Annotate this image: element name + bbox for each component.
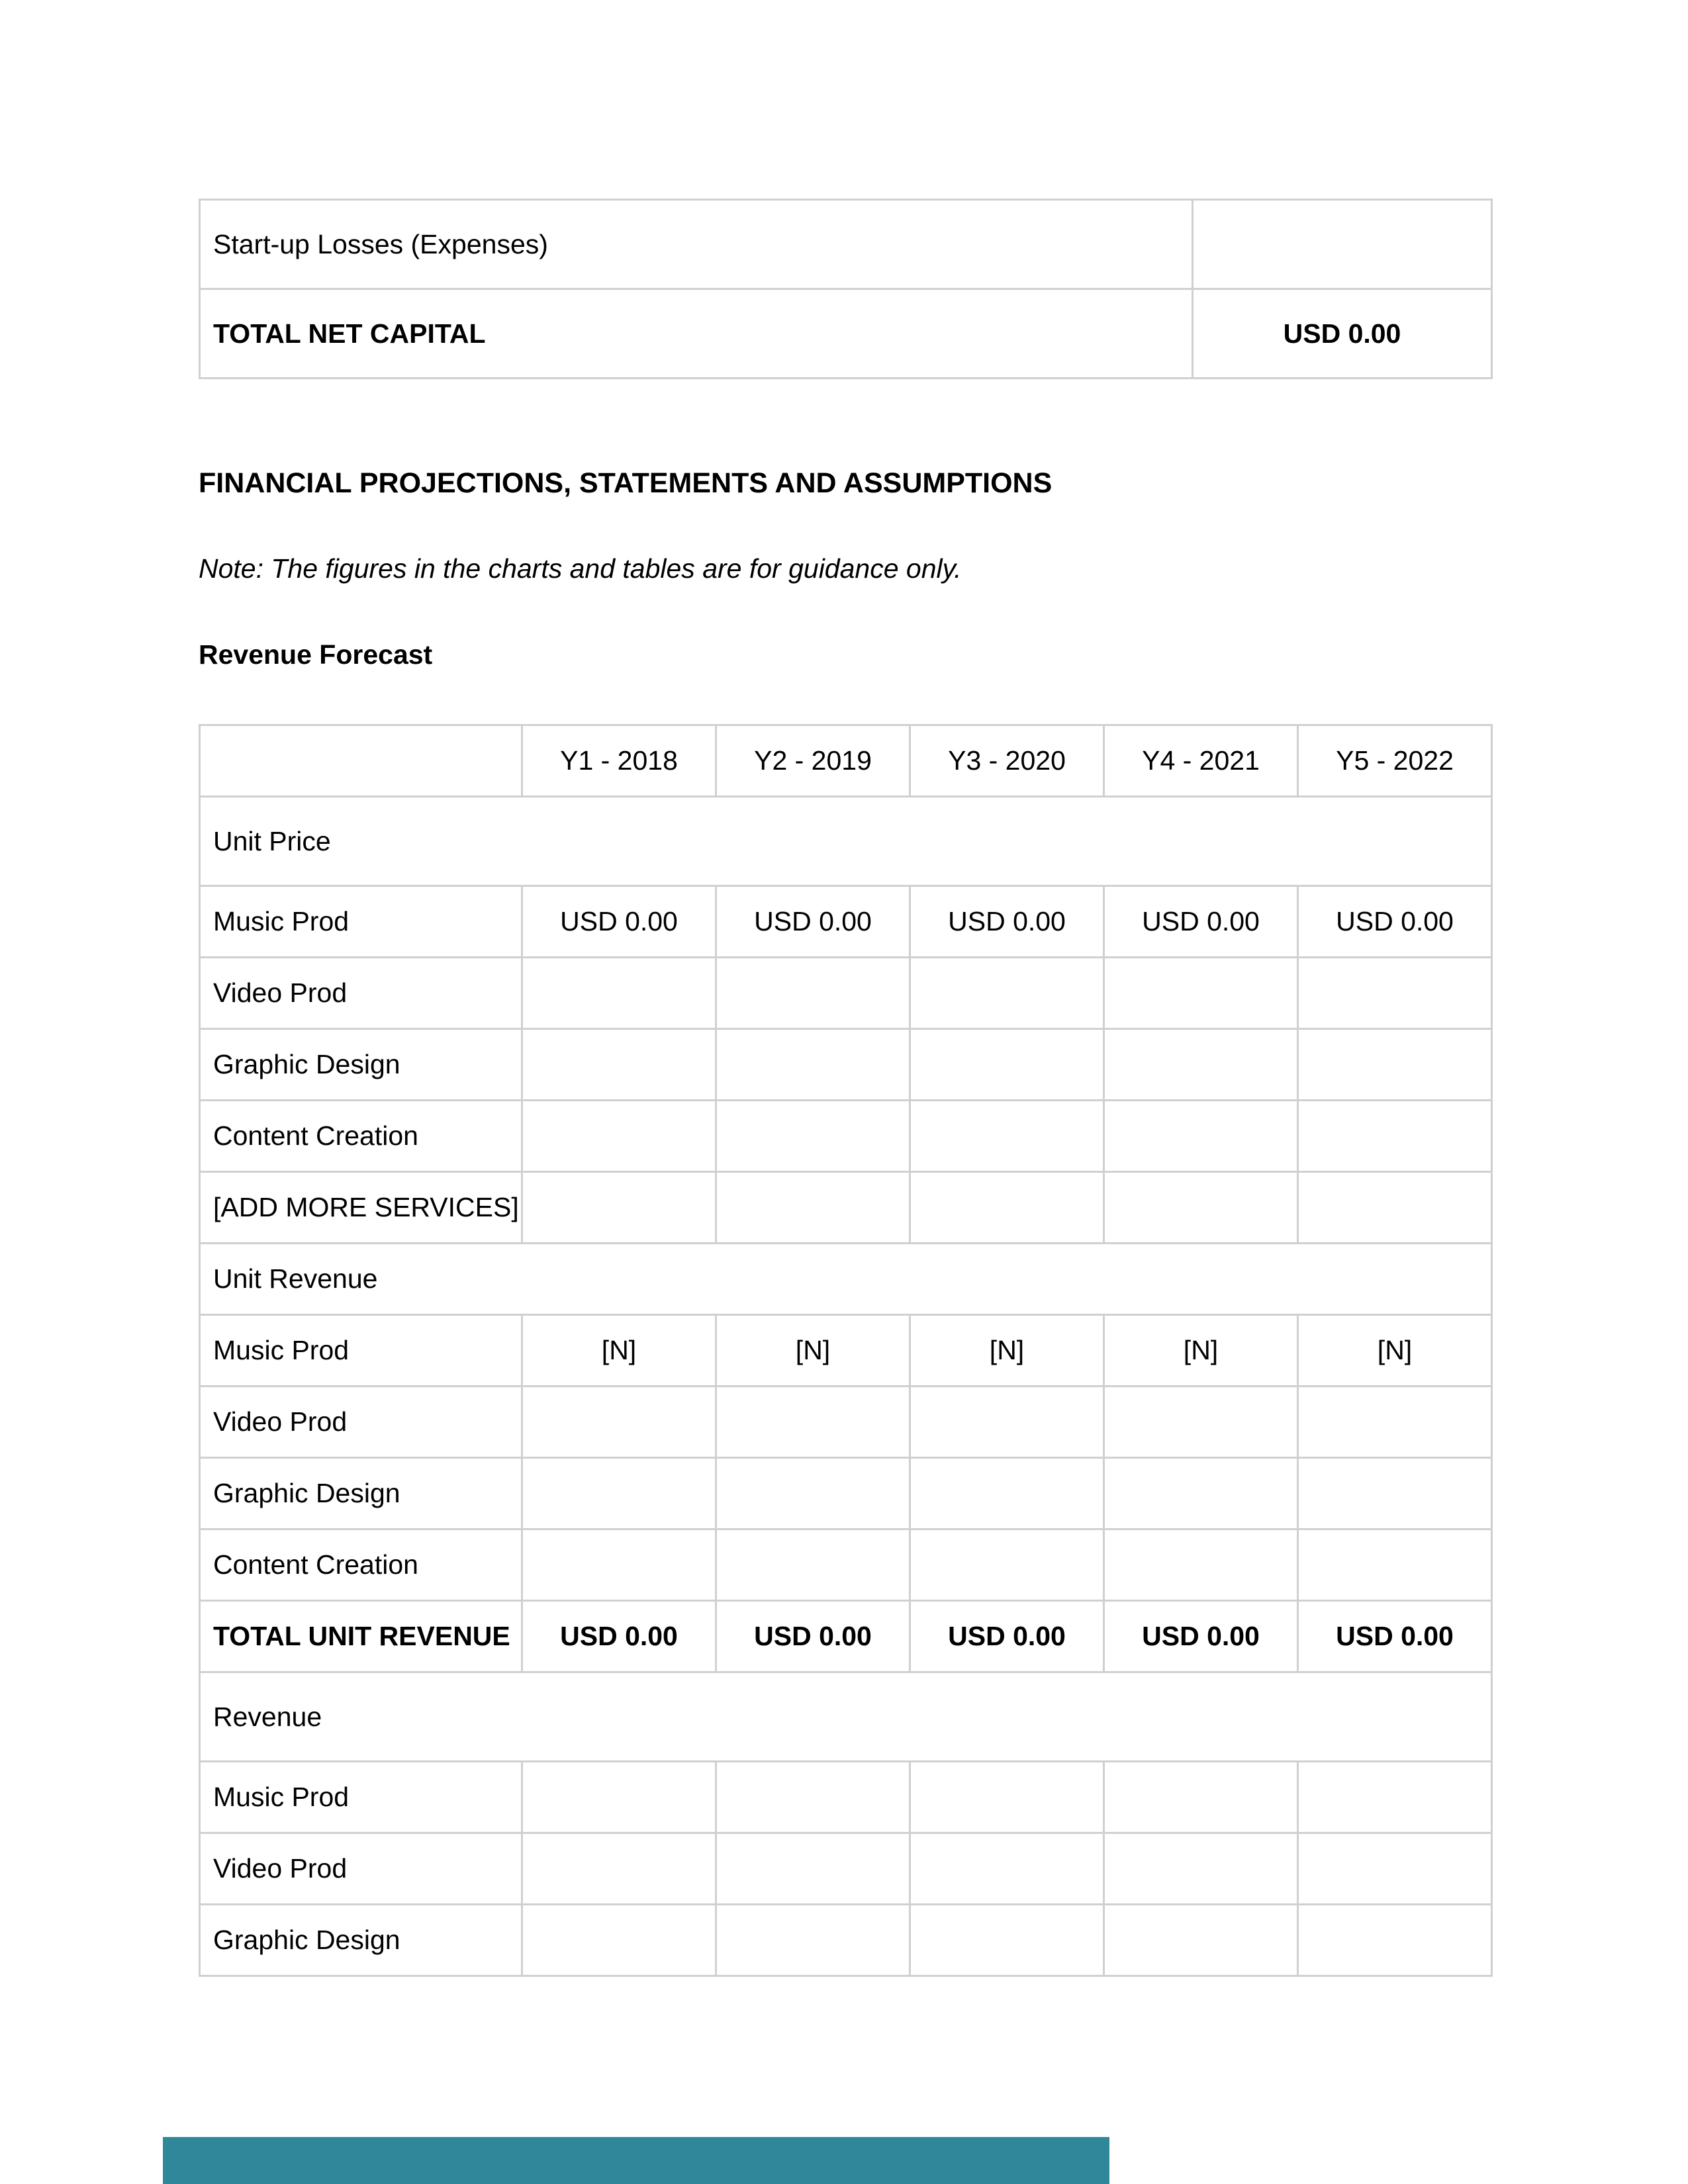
table-row bbox=[200, 1833, 1492, 1905]
row-cell: USD 0.00 bbox=[1104, 886, 1298, 958]
revenue-table-body bbox=[200, 797, 1492, 1976]
row-cell bbox=[1298, 1029, 1492, 1101]
row-cell bbox=[1104, 1172, 1298, 1244]
row-cell bbox=[910, 1529, 1104, 1601]
row-cell bbox=[1104, 1029, 1298, 1101]
row-label: Music Prod bbox=[200, 886, 522, 958]
row-cell: USD 0.00 bbox=[522, 886, 716, 958]
row-cell bbox=[716, 1762, 910, 1833]
row-cell bbox=[1298, 1101, 1492, 1172]
section-row-unit-price bbox=[200, 797, 1492, 886]
section-label: Revenue bbox=[200, 1672, 1492, 1762]
row-cell: [N] bbox=[1104, 1315, 1298, 1387]
table-row bbox=[200, 1029, 1492, 1101]
table-row bbox=[200, 1762, 1492, 1833]
revenue-forecast-heading: Revenue Forecast bbox=[199, 639, 433, 670]
row-cell bbox=[910, 1029, 1104, 1101]
row-cell bbox=[522, 1101, 716, 1172]
row-label: Content Creation bbox=[200, 1101, 522, 1172]
row-cell: USD 0.00 bbox=[910, 1601, 1104, 1672]
row-cell bbox=[522, 1387, 716, 1458]
row-cell: USD 0.00 bbox=[1298, 1601, 1492, 1672]
row-cell: [N] bbox=[910, 1315, 1104, 1387]
column-header bbox=[200, 725, 522, 797]
row-cell bbox=[1298, 1458, 1492, 1529]
row-cell bbox=[1298, 1529, 1492, 1601]
row-cell bbox=[910, 1905, 1104, 1976]
total-net-capital-label: TOTAL NET CAPITAL bbox=[200, 289, 1193, 379]
row-cell bbox=[1104, 1762, 1298, 1833]
column-header: Y4 - 2021 bbox=[1104, 725, 1298, 797]
column-header: Y3 - 2020 bbox=[910, 725, 1104, 797]
row-label: Start-up Losses (Expenses) bbox=[200, 200, 1193, 289]
row-cell bbox=[716, 1101, 910, 1172]
row-cell bbox=[716, 1387, 910, 1458]
row-cell bbox=[910, 1101, 1104, 1172]
row-cell bbox=[910, 1172, 1104, 1244]
column-header: Y2 - 2019 bbox=[716, 725, 910, 797]
row-cell bbox=[1298, 1172, 1492, 1244]
row-cell: USD 0.00 bbox=[716, 886, 910, 958]
row-label: Music Prod bbox=[200, 1315, 522, 1387]
row-cell bbox=[522, 1529, 716, 1601]
net-capital-table bbox=[199, 199, 1493, 379]
table-row bbox=[200, 1905, 1492, 1976]
row-cell bbox=[716, 1458, 910, 1529]
row-cell bbox=[716, 1029, 910, 1101]
guidance-note: Note: The figures in the charts and tables are for guidance only. bbox=[199, 553, 962, 584]
row-label: TOTAL UNIT REVENUE bbox=[200, 1601, 522, 1672]
row-cell bbox=[1104, 1458, 1298, 1529]
column-header: Y5 - 2022 bbox=[1298, 725, 1492, 797]
row-cell bbox=[522, 1029, 716, 1101]
table-header-row bbox=[200, 725, 1492, 797]
table-row bbox=[200, 1529, 1492, 1601]
row-label: Graphic Design bbox=[200, 1905, 522, 1976]
row-label: Content Creation bbox=[200, 1529, 522, 1601]
row-cell bbox=[1298, 1762, 1492, 1833]
row-cell: USD 0.00 bbox=[910, 886, 1104, 958]
table-row bbox=[200, 1315, 1492, 1387]
row-cell bbox=[910, 958, 1104, 1029]
row-cell bbox=[910, 1458, 1104, 1529]
revenue-forecast-table bbox=[199, 724, 1493, 1977]
row-cell bbox=[716, 1172, 910, 1244]
row-cell bbox=[522, 1458, 716, 1529]
row-cell bbox=[1104, 1905, 1298, 1976]
row-cell bbox=[1104, 1833, 1298, 1905]
table-row bbox=[200, 886, 1492, 958]
row-cell bbox=[1298, 1833, 1492, 1905]
row-cell bbox=[716, 1833, 910, 1905]
row-cell bbox=[910, 1762, 1104, 1833]
row-cell: [N] bbox=[1298, 1315, 1492, 1387]
column-header: Y1 - 2018 bbox=[522, 725, 716, 797]
row-cell bbox=[1104, 1101, 1298, 1172]
row-cell bbox=[522, 1762, 716, 1833]
row-cell: [N] bbox=[716, 1315, 910, 1387]
row-cell bbox=[522, 1172, 716, 1244]
row-label: [ADD MORE SERVICES] bbox=[200, 1172, 522, 1244]
row-cell bbox=[716, 1905, 910, 1976]
row-label: Video Prod bbox=[200, 1833, 522, 1905]
row-cell: [N] bbox=[522, 1315, 716, 1387]
row-cell: USD 0.00 bbox=[716, 1601, 910, 1672]
row-cell bbox=[716, 1529, 910, 1601]
row-cell bbox=[1104, 958, 1298, 1029]
row-cell bbox=[1298, 1905, 1492, 1976]
row-value bbox=[1193, 200, 1492, 289]
row-cell: USD 0.00 bbox=[1104, 1601, 1298, 1672]
row-cell bbox=[910, 1387, 1104, 1458]
table-row bbox=[200, 958, 1492, 1029]
total-net-capital-value: USD 0.00 bbox=[1193, 289, 1492, 379]
table-row bbox=[200, 1172, 1492, 1244]
table-row bbox=[200, 1387, 1492, 1458]
row-label: Music Prod bbox=[200, 1762, 522, 1833]
row-cell bbox=[910, 1833, 1104, 1905]
row-cell bbox=[1298, 958, 1492, 1029]
row-cell bbox=[1104, 1529, 1298, 1601]
section-label: Unit Revenue bbox=[200, 1244, 1492, 1315]
row-cell bbox=[522, 1833, 716, 1905]
row-cell bbox=[1298, 1387, 1492, 1458]
section-label: Unit Price bbox=[200, 797, 1492, 886]
section-heading: FINANCIAL PROJECTIONS, STATEMENTS AND ASSUMPTIONS bbox=[199, 467, 1053, 499]
table-row bbox=[200, 1601, 1492, 1672]
row-cell bbox=[716, 958, 910, 1029]
row-cell: USD 0.00 bbox=[522, 1601, 716, 1672]
row-cell bbox=[522, 1905, 716, 1976]
row-cell: USD 0.00 bbox=[1298, 886, 1492, 958]
row-label: Graphic Design bbox=[200, 1029, 522, 1101]
row-label: Video Prod bbox=[200, 1387, 522, 1458]
section-row-revenue bbox=[200, 1672, 1492, 1762]
footer-bar bbox=[163, 2137, 1109, 2184]
table-row bbox=[200, 289, 1492, 379]
row-label: Video Prod bbox=[200, 958, 522, 1029]
row-label: Graphic Design bbox=[200, 1458, 522, 1529]
table-row bbox=[200, 1101, 1492, 1172]
section-row-unit-revenue bbox=[200, 1244, 1492, 1315]
row-cell bbox=[1104, 1387, 1298, 1458]
table-row bbox=[200, 200, 1492, 289]
table-row bbox=[200, 1458, 1492, 1529]
row-cell bbox=[522, 958, 716, 1029]
